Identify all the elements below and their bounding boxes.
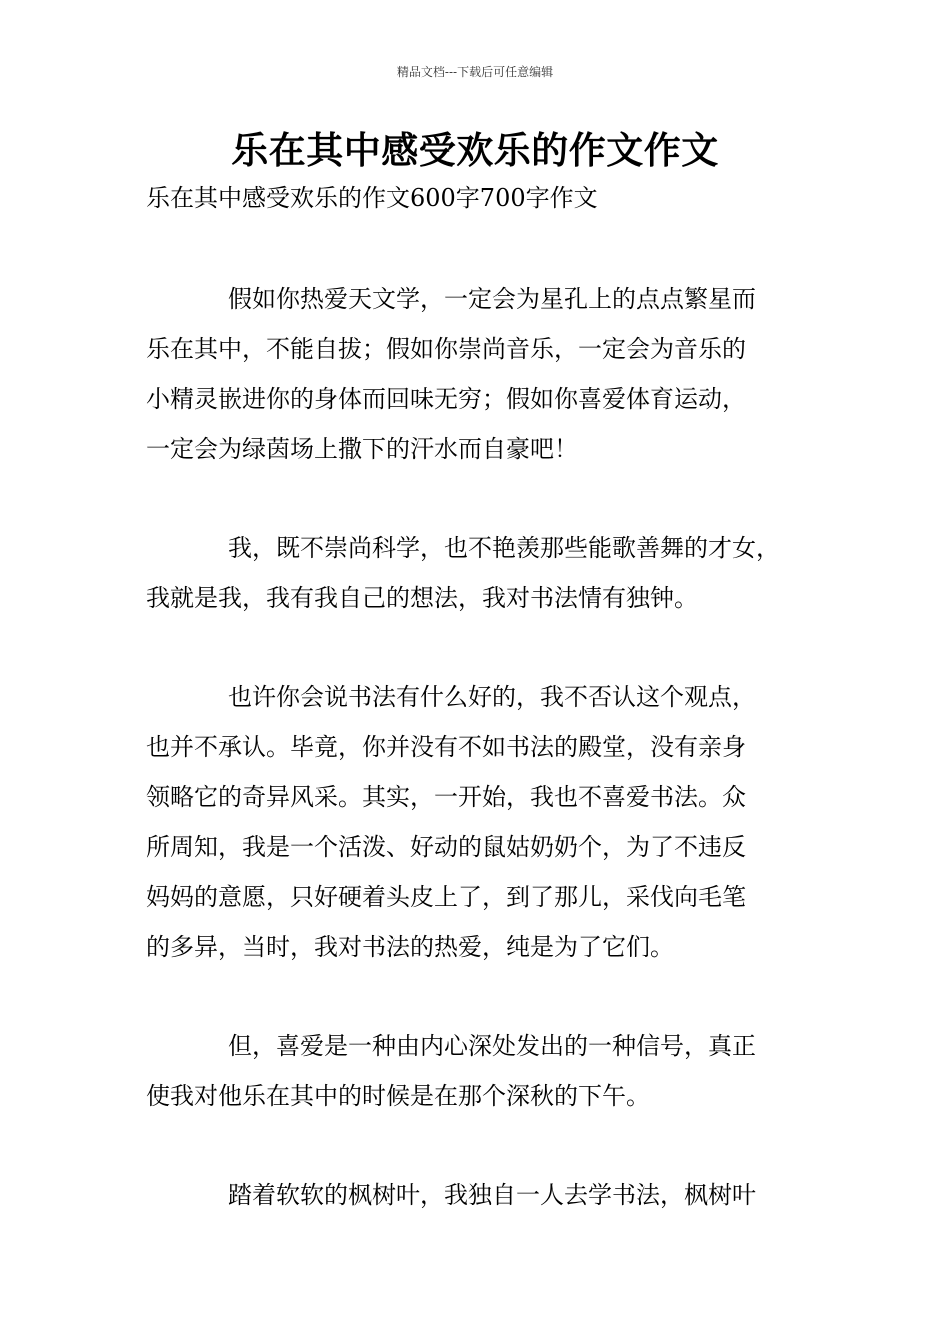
paragraph-line: 小精灵嵌进你的身体而回味无穷；假如你喜爱体育运动， [146,385,746,413]
paragraph-line: 也并不承认。毕竟，你并没有不如书法的殿堂，没有亲身 [146,733,746,761]
document-subtitle: 乐在其中感受欢乐的作文600字700字作文 [146,184,598,212]
paragraph-line: 乐在其中，不能自拔；假如你崇尚音乐，一定会为音乐的 [146,335,746,363]
paragraph-line: 领略它的奇异风采。其实，一开始，我也不喜爱书法。众 [146,783,746,811]
paragraph-5 [146,1170,816,1220]
paragraph-line: 一定会为绿茵场上撒下的汗水而自豪吧！ [146,435,578,463]
paragraph-line: 我，既不崇尚科学，也不艳羡那些能歌善舞的才女， [228,534,780,562]
paragraph-3 [146,672,816,972]
paragraph-line: 的多异，当时，我对书法的热爱，纯是为了它们。 [146,933,674,961]
paragraph-line: 也许你会说书法有什么好的，我不否认这个观点， [228,683,756,711]
paragraph-line: 踏着软软的枫树叶，我独自一人去学书法，枫树叶 [228,1181,756,1209]
paragraph-4 [146,1021,816,1121]
paragraph-line: 但，喜爱是一种由内心深处发出的一种信号，真正 [228,1032,756,1060]
paragraph-line: 使我对他乐在其中的时候是在那个深秋的下午。 [146,1082,650,1110]
paragraph-line: 我就是我，我有我自己的想法，我对书法情有独钟。 [146,584,698,612]
paragraph-2 [146,523,816,623]
paragraph-line: 假如你热爱天文学，一定会为星孔上的点点繁星而 [228,285,756,313]
paragraph-1 [146,274,816,474]
paragraph-line: 妈妈的意愿，只好硬着头皮上了，到了那儿，采伐向毛笔 [146,883,746,911]
paragraph-line: 所周知，我是一个活泼、好动的鼠姑奶奶个，为了不违反 [146,833,746,861]
document-title: 乐在其中感受欢乐的作文作文 [231,129,719,172]
header-note: 精品文档---下载后可任意编辑 [396,65,554,79]
